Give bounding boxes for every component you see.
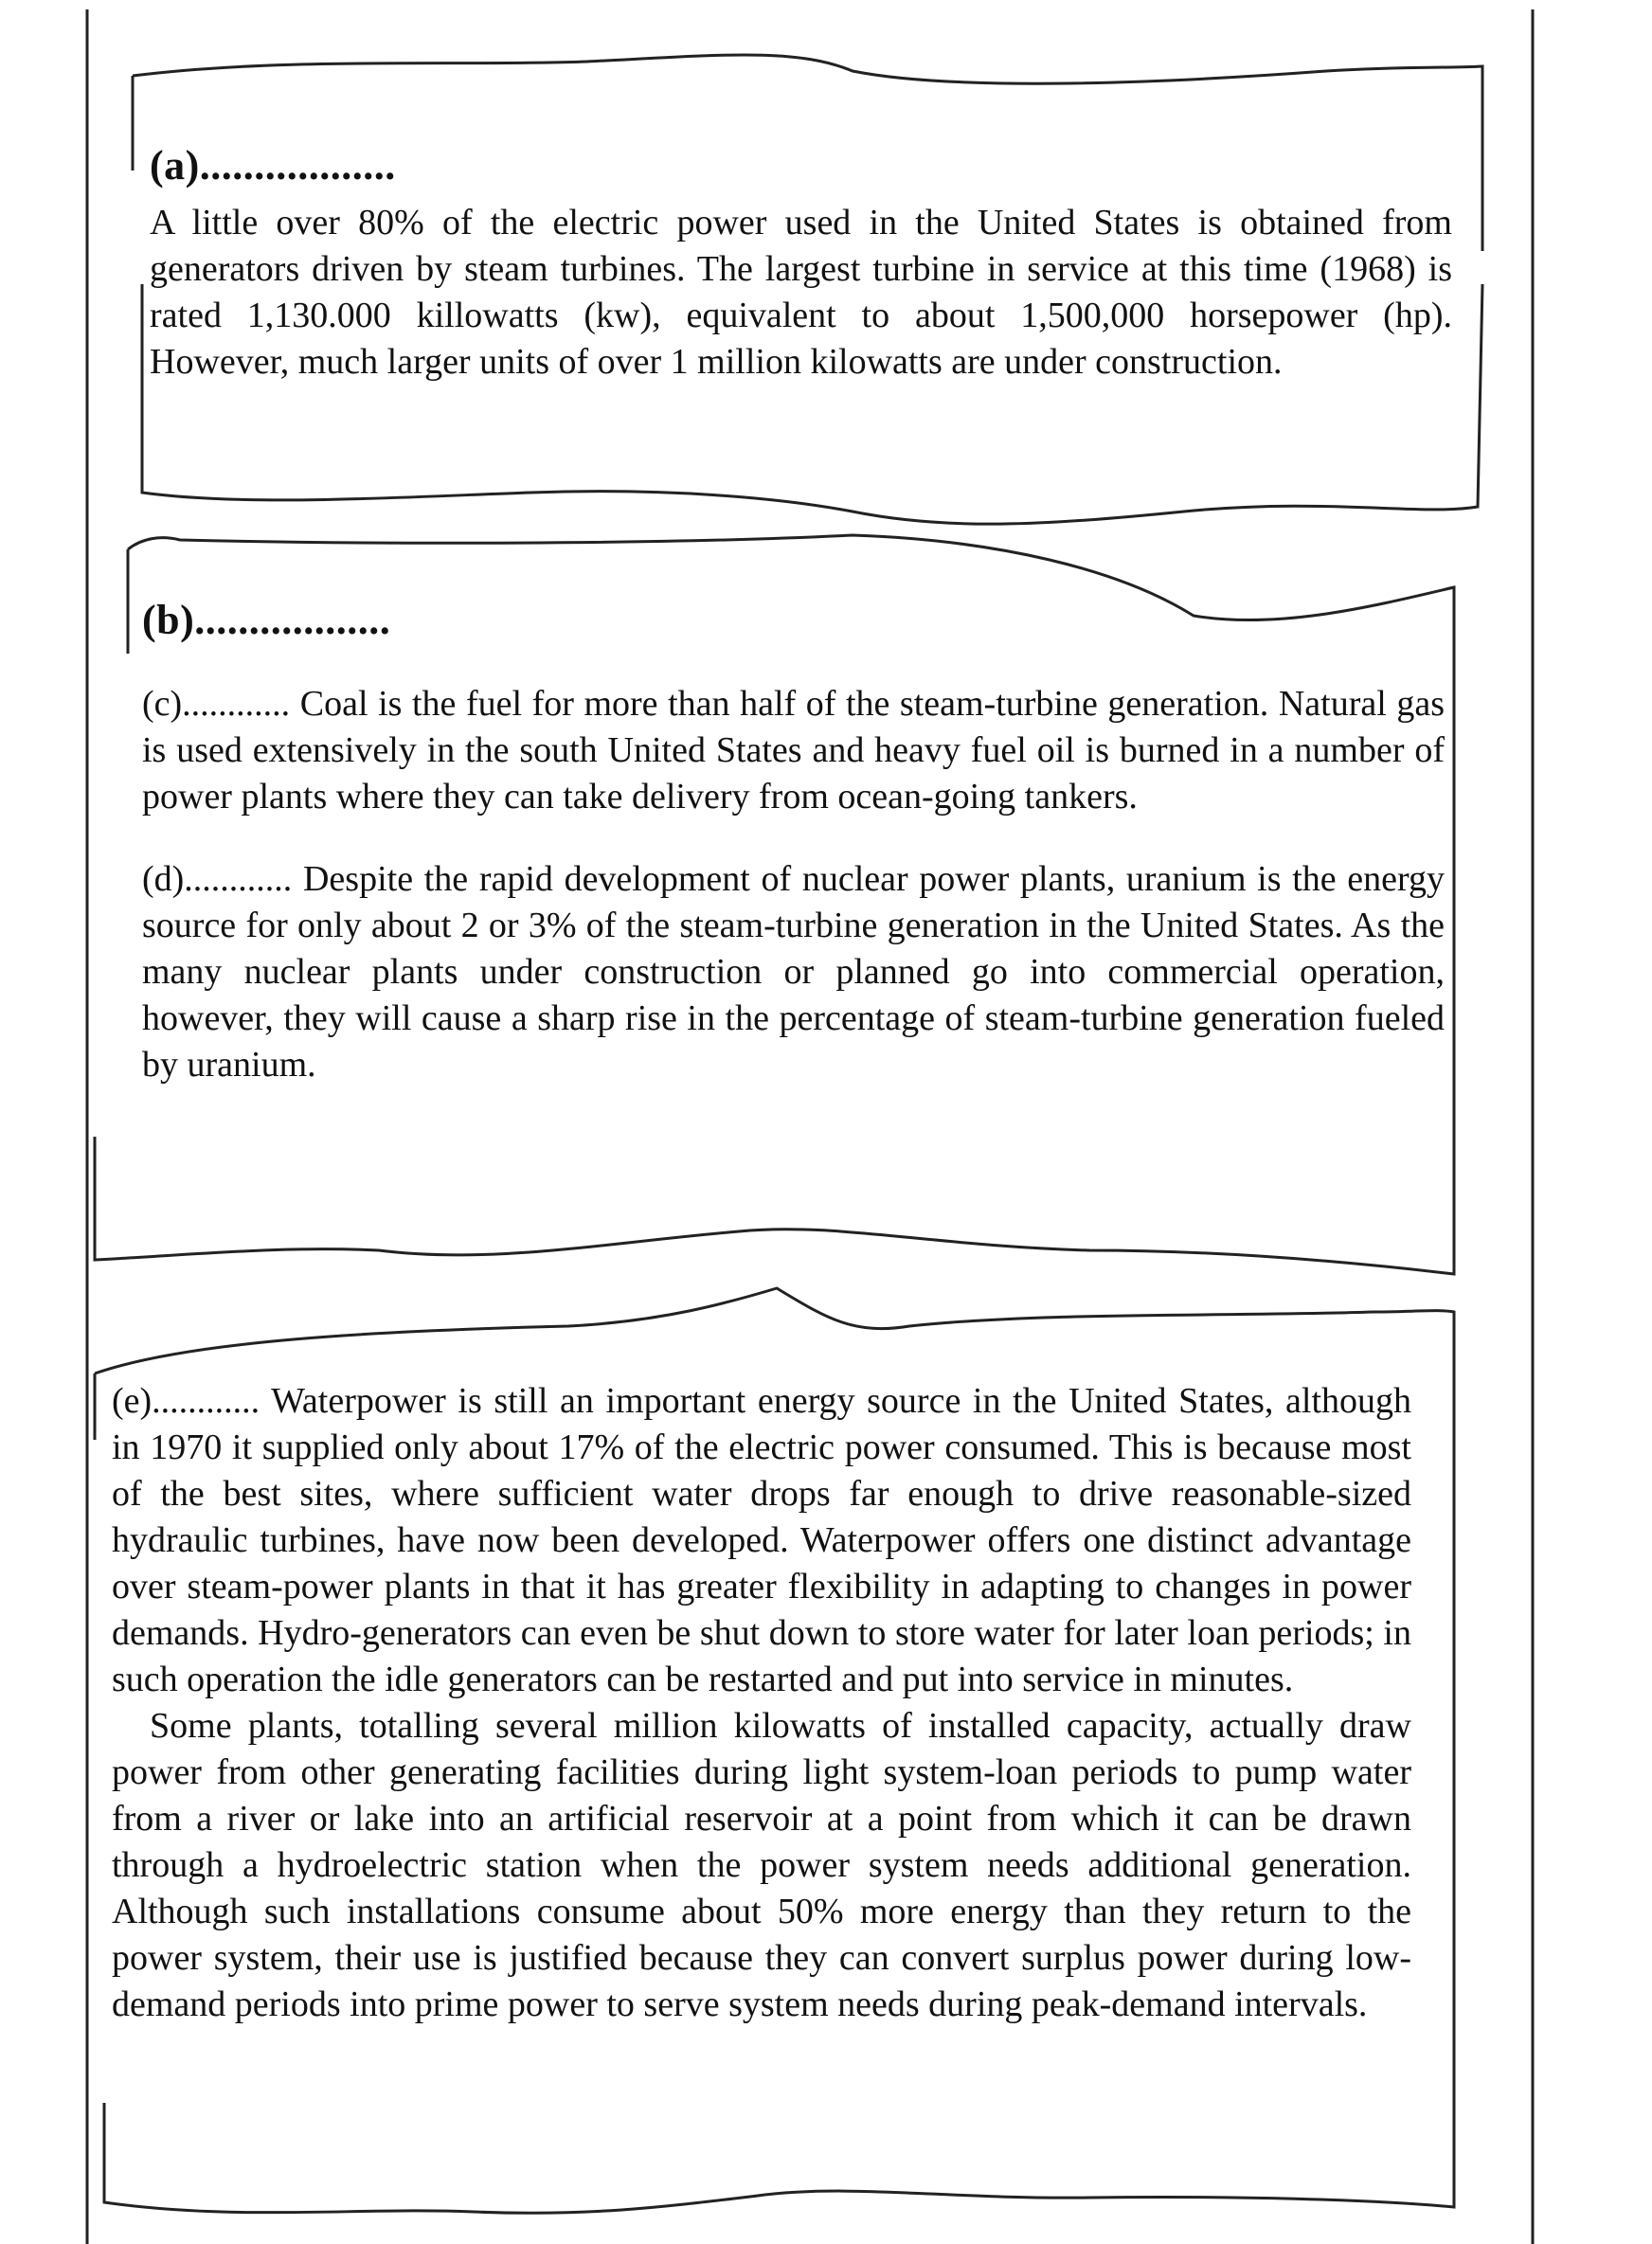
panel-b-paragraph-d: (d)............ Despite the rapid development of nuclear power plants, uranium is the energy source for only about 2 or 3% of the steam-turbine generation in the United States. As the many nuclear plants under construction or planned go into commercial operation, however, they will cause a sharp rise in the percentage of steam-turbine generation fueled by uranium.: [142, 859, 1445, 1085]
panel-a-paragraph: A little over 80% of the electric power used in the United States is obtained from generators driven by steam turbines. The largest turbine in service at this time (1968) is rated 1,130.000 killowatts (kw), equivalent to about 1,500,000 horsepower (hp). However, much larger units of over 1 million kilowatts are under construction.: [150, 203, 1452, 382]
panel-b-paragraph-c: (c)............ Coal is the fuel for more than half of the steam-turbine generation. Natural gas is used extensively in the south United States and heavy fuel oil is burned in a number of power plants where they can take delivery from ocean-going tankers.: [142, 684, 1445, 817]
panel-a: [150, 142, 1452, 386]
panel-c-paragraph-e: (e)............ Waterpower is still an important energy source in the United States, although in 1970 it supplied only about 17% of the electric power consumed. This is because most of the best sites, where sufficient water drops far enough to drive reasonable-sized hydraulic turbines, have now been developed. Waterpower offers one distinct advantage over steam-power plants in that it has greater flexibility in adapting to changes in power demands. Hydro-generators can even be shut down to store water for later loan periods; in such operation the idle generators can be restarted and put into service in minutes.: [112, 1381, 1411, 1699]
panel-c-paragraph-pumped-storage: Some plants, totalling several million kilowatts of installed capacity, actually draw power from other generating facilities during light system-loan periods to pump water from a river or lake into an artificial reservoir at a point from which it can be drawn through a hydroelectric station when the power system needs additional generation. Although such installations consume about 50% more energy than they return to the power system, their use is justified because they can convert surplus power during low-demand periods into prime power to serve system needs during peak-demand intervals.: [112, 1706, 1411, 2024]
panel-a-label: (a)..................: [150, 142, 396, 188]
panel-c: [112, 1378, 1411, 2028]
panel-b: [142, 597, 1445, 1088]
panel-b-label: (b)..................: [142, 597, 391, 643]
